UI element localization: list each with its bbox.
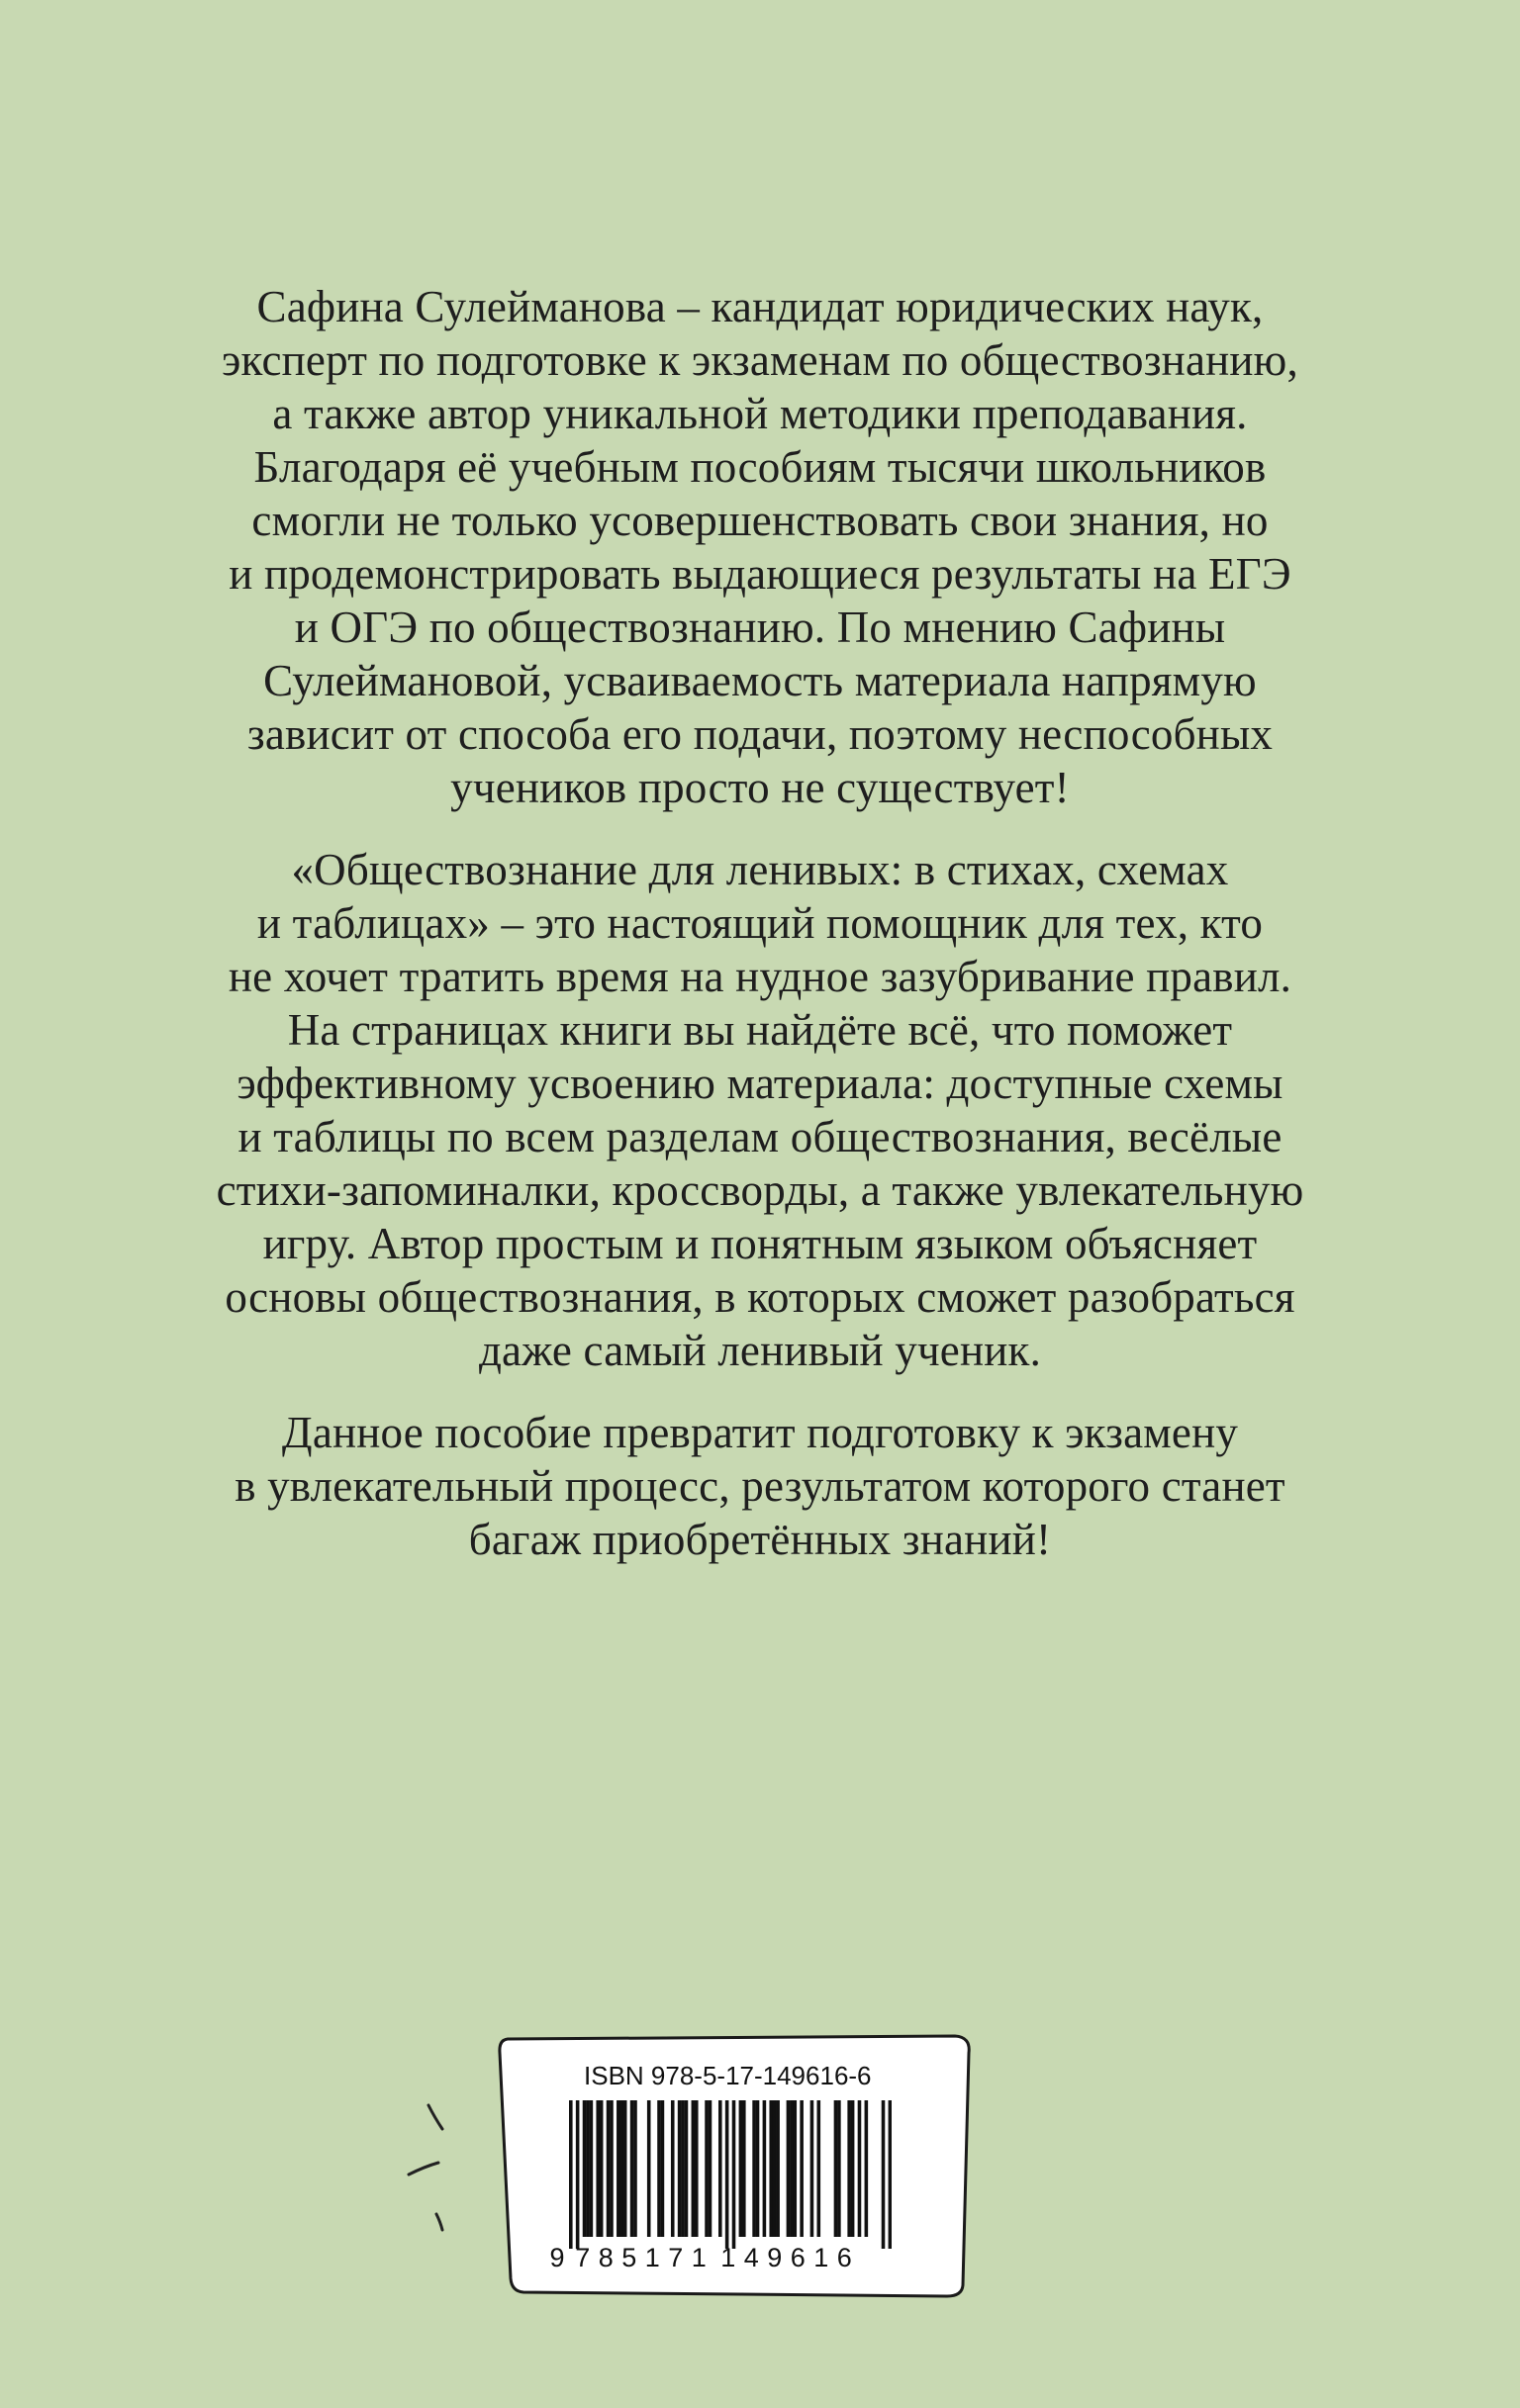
text-line: и продемонстрировать выдающиеся результаты на ЕГЭ bbox=[229, 549, 1291, 599]
text-line: в увлекательный процесс, результатом которого станет bbox=[235, 1461, 1285, 1511]
paragraph-author bbox=[59, 280, 1461, 814]
text-line: багаж приобретённых знаний! bbox=[468, 1515, 1052, 1564]
barcode-bars bbox=[569, 2100, 892, 2249]
text-line: Данное пособие превратит подготовку к экзамену bbox=[281, 1408, 1239, 1457]
barcode-digit: 5 bbox=[621, 2243, 637, 2272]
barcode-bar bbox=[681, 2100, 685, 2237]
barcode-bar bbox=[851, 2100, 855, 2237]
barcode-digit: 1 bbox=[813, 2243, 829, 2272]
barcode-digit: 4 bbox=[743, 2243, 759, 2272]
text-line: основы обществознания, в которых сможет разобраться bbox=[225, 1272, 1295, 1322]
text-line: и таблицах» – это настоящий помощник для тех, кто bbox=[256, 898, 1264, 948]
barcode-bar bbox=[610, 2100, 614, 2237]
barcode-bar bbox=[709, 2100, 712, 2237]
barcode-digit: 1 bbox=[644, 2243, 660, 2272]
barcode-bar bbox=[858, 2100, 862, 2237]
barcode-bar bbox=[678, 2100, 682, 2237]
barcode-bar bbox=[790, 2100, 794, 2237]
barcode-bar bbox=[685, 2100, 689, 2237]
barcode-bar bbox=[576, 2100, 580, 2249]
text-line: не хочет тратить время на нудное зазубривание правил. bbox=[228, 952, 1292, 1001]
text-line: учеников просто не существует! bbox=[450, 763, 1070, 812]
barcode-bar bbox=[787, 2100, 791, 2237]
barcode-bar bbox=[800, 2100, 804, 2237]
text-line: стихи-запоминалки, кроссворды, а также увлекательную bbox=[216, 1165, 1304, 1215]
barcode-digits bbox=[547, 2243, 886, 2273]
barcode-bar bbox=[583, 2100, 587, 2237]
paragraph-book bbox=[59, 843, 1461, 1377]
text-line: зависит от способа его подачи, поэтому неспособных bbox=[246, 709, 1274, 759]
barcode-digit-group bbox=[571, 2243, 711, 2273]
barcode-bar bbox=[705, 2100, 709, 2237]
text-line: а также автор уникальной методики преподавания. bbox=[272, 389, 1248, 438]
barcode-digit: 6 bbox=[836, 2243, 852, 2272]
barcode-bar bbox=[834, 2100, 838, 2237]
barcode-bar bbox=[661, 2100, 665, 2237]
barcode-bar bbox=[633, 2100, 637, 2237]
barcode-bar bbox=[865, 2100, 869, 2237]
barcode-digit: 6 bbox=[790, 2243, 806, 2272]
barcode-bar bbox=[695, 2100, 699, 2237]
barcode-bar bbox=[776, 2100, 780, 2237]
text-line: и ОГЭ по обществознанию. По мнению Сафины bbox=[294, 602, 1226, 652]
barcode-bar bbox=[600, 2100, 604, 2237]
barcode-bar bbox=[619, 2100, 623, 2237]
text-line: На страницах книги вы найдёте всё, что поможет bbox=[287, 1005, 1233, 1055]
barcode-digit: 1 bbox=[720, 2243, 736, 2272]
barcode-bar bbox=[647, 2100, 651, 2237]
barcode-bar bbox=[769, 2100, 773, 2237]
barcode-digit: 7 bbox=[575, 2243, 591, 2272]
barcode-bar bbox=[692, 2100, 696, 2237]
barcode-digit: 8 bbox=[598, 2243, 614, 2272]
text-line: Сафина Сулейманова – кандидат юридических наук, bbox=[256, 282, 1264, 331]
barcode-bar bbox=[817, 2100, 821, 2237]
barcode-bar bbox=[889, 2100, 892, 2249]
barcode-bar bbox=[739, 2100, 743, 2237]
barcode-bar bbox=[773, 2100, 777, 2237]
barcode-bar bbox=[630, 2100, 634, 2237]
barcode-bar bbox=[763, 2100, 767, 2237]
annotation-text bbox=[59, 280, 1461, 1566]
text-line: игру. Автор простым и понятным языком объясняет bbox=[262, 1219, 1258, 1268]
barcode-bar bbox=[590, 2100, 594, 2237]
barcode-bar bbox=[756, 2100, 760, 2237]
barcode-bar bbox=[607, 2100, 611, 2237]
text-line: эффективному усвоению материала: доступные схемы bbox=[237, 1059, 1283, 1108]
barcode-bar bbox=[718, 2100, 722, 2237]
isbn-barcode bbox=[490, 2033, 975, 2300]
isbn-number: ISBN 978-5-17-149616-6 bbox=[584, 2061, 872, 2090]
text-line: Сулеймановой, усваиваемость материала напрямую bbox=[263, 656, 1257, 705]
barcode-bar bbox=[752, 2100, 756, 2237]
text-line: «Обществознание для ленивых: в стихах, схемах bbox=[291, 845, 1229, 894]
barcode-bar bbox=[732, 2100, 736, 2249]
barcode-bar bbox=[810, 2100, 814, 2237]
barcode-digit-group bbox=[716, 2243, 856, 2273]
barcode-digit: 9 bbox=[767, 2243, 783, 2272]
barcode-bar bbox=[671, 2100, 675, 2237]
barcode-bar bbox=[847, 2100, 851, 2237]
barcode-bar bbox=[617, 2100, 620, 2237]
sparkle-lines-icon bbox=[391, 2097, 470, 2246]
barcode-bar bbox=[657, 2100, 661, 2237]
text-line: даже самый ленивый ученик. bbox=[478, 1326, 1042, 1375]
barcode-bar bbox=[623, 2100, 627, 2237]
barcode-bar bbox=[586, 2100, 590, 2237]
text-line: и таблицы по всем разделам обществознания, весёлые bbox=[238, 1112, 1282, 1161]
barcode-bar bbox=[596, 2100, 600, 2237]
barcode-bar bbox=[742, 2100, 746, 2237]
barcode-bar bbox=[882, 2100, 886, 2249]
text-line: Благодаря её учебным пособиям тысячи школьников bbox=[253, 442, 1267, 492]
text-line: эксперт по подготовке к экзаменам по обществознанию, bbox=[222, 335, 1298, 385]
barcode-digit: 7 bbox=[668, 2243, 684, 2272]
barcode-digit: 9 bbox=[549, 2243, 565, 2272]
barcode-bar bbox=[725, 2100, 729, 2249]
barcode-bar bbox=[569, 2100, 573, 2249]
paragraph-summary bbox=[59, 1406, 1461, 1566]
text-line: смогли не только усовершенствовать свои знания, но bbox=[251, 496, 1269, 545]
barcode-bar bbox=[837, 2100, 841, 2237]
barcode-digit: 1 bbox=[691, 2243, 707, 2272]
barcode-bar bbox=[793, 2100, 797, 2237]
